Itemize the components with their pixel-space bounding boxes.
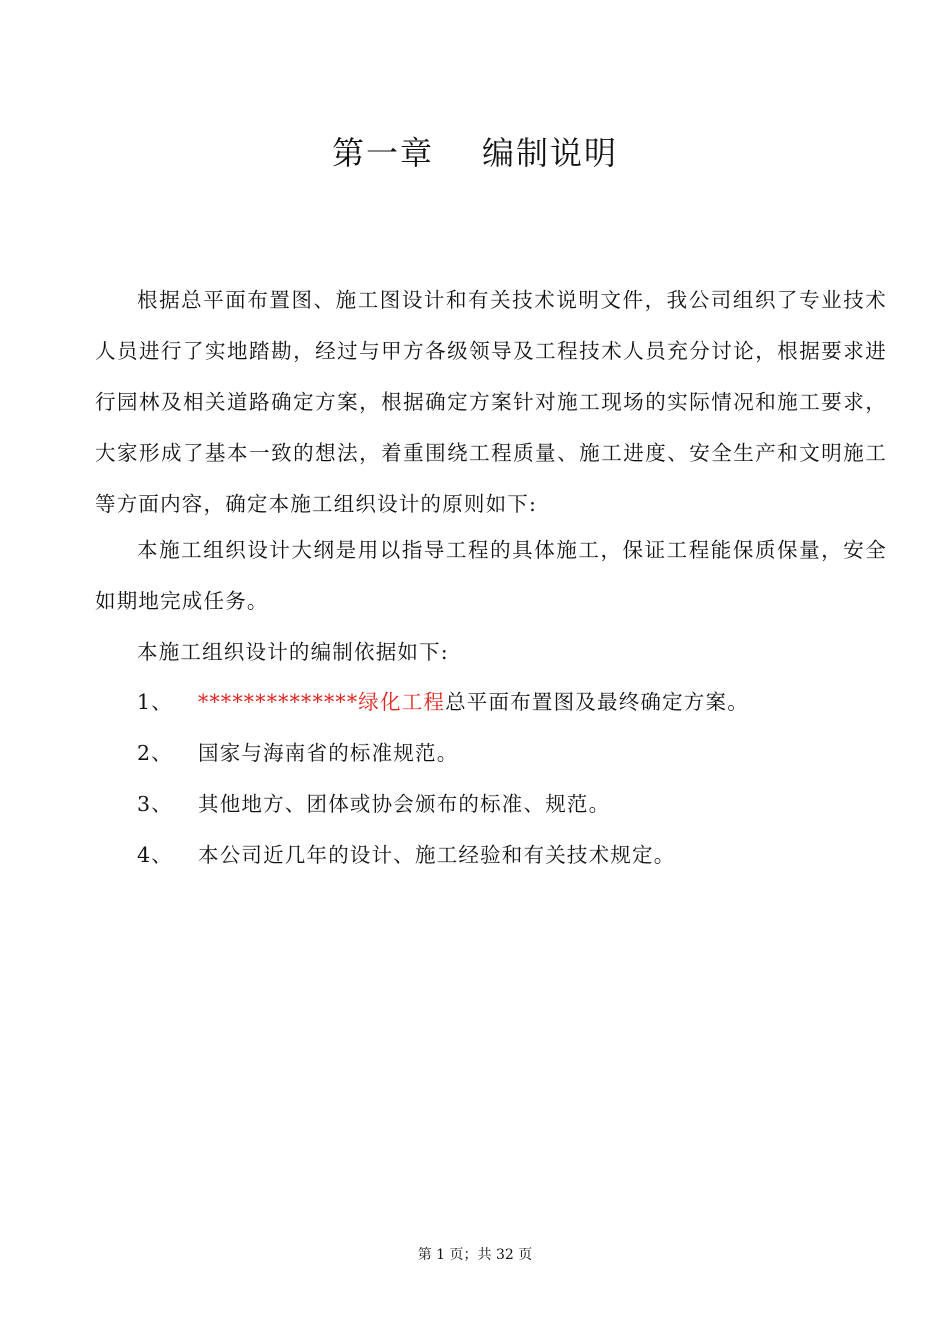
paragraph-outline-purpose: 本施工组织设计大纲是用以指导工程的具体施工，保证工程能保质保量，安全如期地完成任务。 xyxy=(95,538,887,613)
chapter-number: 第一章 xyxy=(331,134,434,172)
project-name-placeholder: **************绿化工程 xyxy=(198,690,446,714)
basis-list xyxy=(137,677,749,881)
list-item-text: 总平面布置图及最终确定方案。 xyxy=(445,690,749,714)
list-item-number: 2、 xyxy=(137,741,173,765)
list-item-text: 本公司近几年的设计、施工经验和有关技术规定。 xyxy=(198,843,676,867)
page-footer: 第 1 页；共 32 页 xyxy=(417,1247,533,1263)
list-item-number: 3、 xyxy=(137,792,173,816)
paragraph-basis-heading: 本施工组织设计的编制依据如下: xyxy=(137,640,449,664)
list-item-number: 1、 xyxy=(137,690,173,714)
chapter-name: 编制说明 xyxy=(482,134,619,172)
list-item xyxy=(137,677,749,728)
list-item xyxy=(137,779,749,830)
list-item-text: 国家与海南省的标准规范。 xyxy=(198,741,459,765)
chapter-title xyxy=(0,128,950,174)
list-item xyxy=(137,830,749,881)
list-item-text: 其他地方、团体或协会颁布的标准、规范。 xyxy=(198,792,611,816)
list-item xyxy=(137,728,749,779)
list-item-number: 4、 xyxy=(137,843,173,867)
paragraph-basis-intro: 根据总平面布置图、施工图设计和有关技术说明文件，我公司组织了专业技术人员进行了实地踏勘，经过与甲方各级领导及工程技术人员充分讨论，根据要求进行园林及相关道路确定方案，根据确定方案针对施工现场的实际情况和施工要求，大家形成了基本一致的想法，着重围绕工程质量、施工进度、安全生产和文明施工等方面内容，确定本施工组织设计的原则如下: xyxy=(95,288,887,516)
